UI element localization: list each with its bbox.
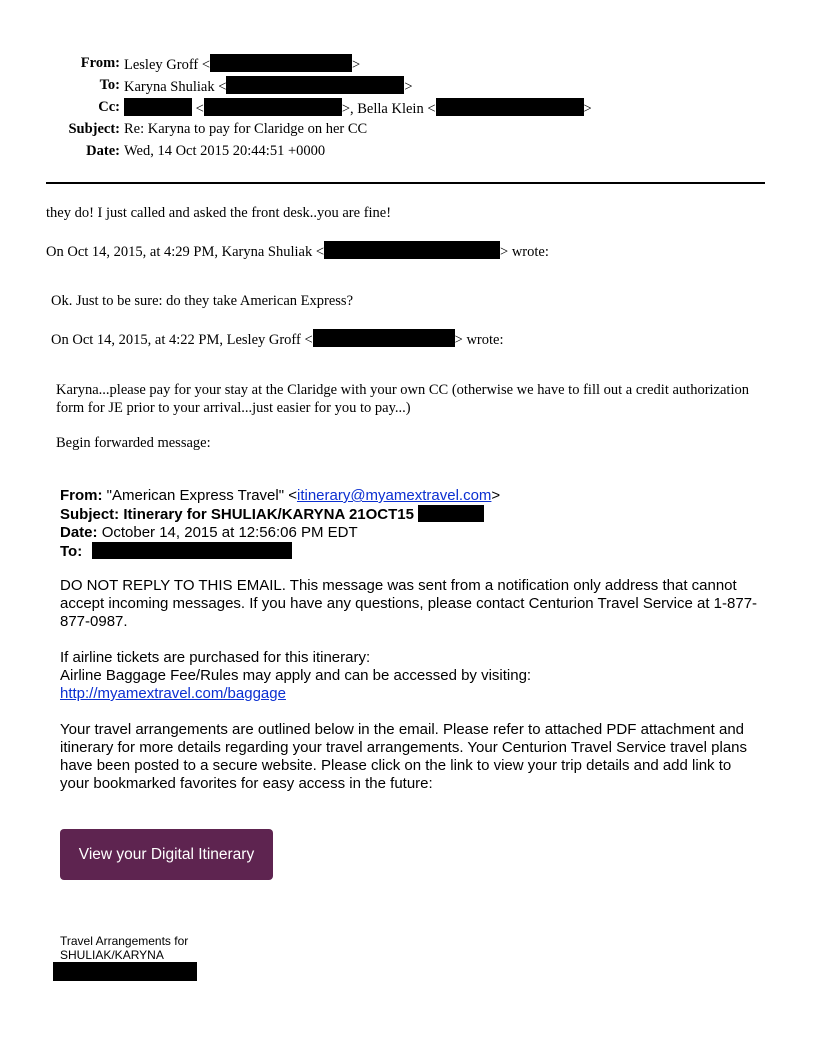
- fwd-date-text: October 14, 2015 at 12:56:06 PM EDT: [101, 524, 358, 541]
- redacted-cc-second-email: [436, 98, 584, 116]
- fwd-from-name: "American Express Travel" <: [106, 487, 297, 504]
- fwd-airline-line1: If airline tickets are purchased for this itinerary:: [60, 649, 371, 666]
- fwd-notice: DO NOT REPLY TO THIS EMAIL. This message was sent from a notification only address that cannot accept incoming messages. If you have any questions, please contact Centurion Travel Service at 1-877-877-0987.: [60, 577, 758, 630]
- fwd-airline-block: [60, 649, 760, 703]
- redacted-cc-name: [124, 98, 192, 116]
- fwd-subject-row: [60, 505, 760, 524]
- to-label: To:: [99, 77, 120, 93]
- fwd-date-row: [60, 524, 760, 542]
- subject-label: Subject:: [68, 121, 120, 137]
- cc-second-name: Bella Klein: [357, 101, 424, 117]
- to-name: Karyna Shuliak: [124, 79, 215, 95]
- baggage-link[interactable]: http://myamextravel.com/baggage: [60, 685, 286, 702]
- begin-forwarded: Begin forwarded message:: [56, 435, 211, 451]
- footer-line1: Travel Arrangements for: [60, 934, 189, 948]
- fwd-date-label: Date:: [60, 524, 98, 541]
- redacted-cc-email: [204, 98, 342, 116]
- fwd-from-label: From:: [60, 487, 103, 504]
- redacted-subject-suffix: [418, 505, 484, 522]
- redacted-footer-block: [53, 962, 197, 981]
- fwd-arrangements: Your travel arrangements are outlined below in the email. Please refer to attached PDF attachment and itinerary for more details regarding your travel arrangements. Your Centurion Travel Service travel plans have been posted to a secure website. Please click on the link to view your trip details and add link to your bookmarked favorites for easy access in the future:: [60, 721, 747, 792]
- travel-arrangements-footer: [60, 934, 188, 962]
- quote2-suffix: > wrote:: [454, 332, 504, 348]
- redacted-quote2-email: [313, 329, 455, 347]
- reply-text: they do! I just called and asked the front desk..you are fine!: [46, 205, 392, 221]
- fwd-subject-text: Itinerary for SHULIAK/KARYNA 21OCT15: [123, 506, 414, 523]
- fwd-from-email-link[interactable]: itinerary@myamextravel.com: [296, 487, 492, 504]
- fwd-from-close: >: [491, 487, 501, 504]
- subject-text: Re: Karyna to pay for Claridge on her CC: [124, 121, 368, 137]
- redacted-from-email: [210, 54, 352, 72]
- quote1-text: Ok. Just to be sure: do they take American Express?: [51, 293, 354, 309]
- fwd-from-row: [60, 487, 760, 505]
- header-divider: [46, 182, 765, 184]
- quote2-text: Karyna...please pay for your stay at the Claridge with your own CC (otherwise we have to fill out a credit authorization form for JE prior to your arrival...just easier for you to pay...): [56, 382, 749, 416]
- fwd-to-label: To:: [60, 543, 83, 560]
- redacted-to-email: [226, 76, 404, 94]
- date-text: Wed, 14 Oct 2015 20:44:51 +0000: [124, 143, 326, 159]
- fwd-to-row: [60, 542, 760, 561]
- forwarded-header: [60, 487, 760, 561]
- quote2-attribution: [51, 329, 504, 349]
- redacted-fwd-to: [92, 542, 292, 559]
- date-label: Date:: [86, 143, 120, 159]
- quote1-suffix: > wrote:: [500, 244, 549, 260]
- footer-line2: SHULIAK/KARYNA: [60, 948, 164, 962]
- quote1-attribution: [46, 241, 549, 261]
- quote2-prefix: On Oct 14, 2015, at 4:22 PM, Lesley Groff <: [51, 332, 313, 348]
- redacted-quote1-email: [324, 241, 500, 259]
- view-digital-itinerary-button[interactable]: View your Digital Itinerary: [60, 829, 273, 880]
- from-label: From:: [80, 55, 120, 71]
- fwd-airline-line2: Airline Baggage Fee/Rules may apply and can be accessed by visiting:: [60, 667, 532, 684]
- from-name: Lesley Groff: [124, 57, 199, 73]
- cc-label: Cc:: [98, 99, 120, 115]
- quote1-prefix: On Oct 14, 2015, at 4:29 PM, Karyna Shuliak <: [46, 244, 325, 260]
- fwd-subject-label: Subject:: [60, 506, 120, 523]
